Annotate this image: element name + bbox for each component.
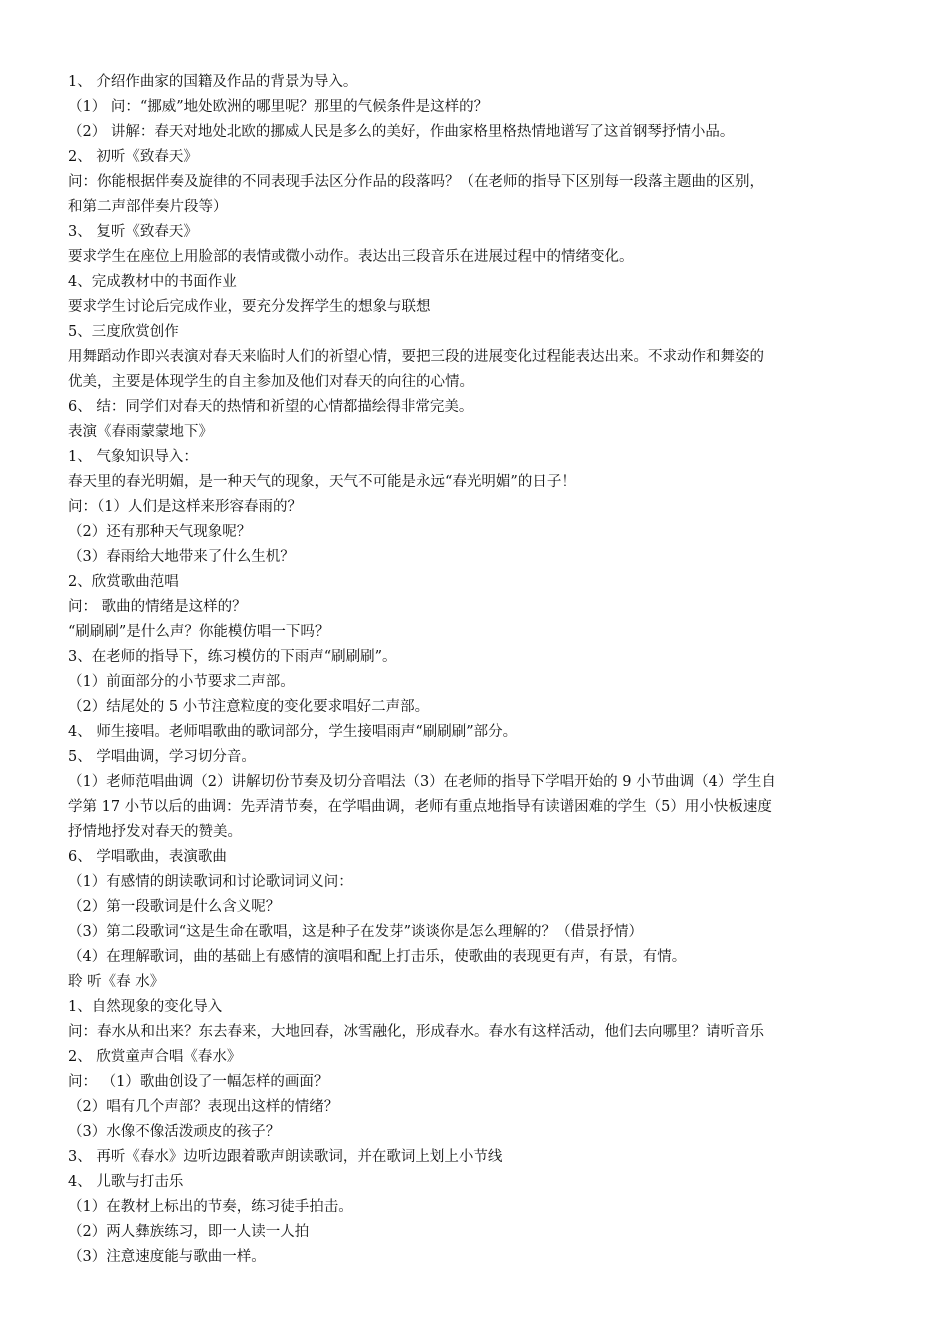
text-line: 优美，主要是体现学生的自主参加及他们对春天的向往的心情。 xyxy=(68,374,474,390)
text-line: （1） 问：“挪威”地处欧洲的哪里呢？那里的气候条件是这样的？ xyxy=(68,99,489,115)
text-line: 1、 气象知识导入： xyxy=(68,449,198,465)
text-line: 4、 师生接唱。老师唱歌曲的歌词部分，学生接唱雨声“刷刷刷”部分。 xyxy=(68,724,518,740)
text-line: （3）春雨给大地带来了什么生机？ xyxy=(68,549,295,565)
text-line: 问：春水从和出来？东去春来，大地回春，冰雪融化，形成春水。春水有这样活动，他们去向哪里？请听音乐 xyxy=(68,1024,764,1040)
text-line: 1、 介绍作曲家的国籍及作品的背景为导入。 xyxy=(68,74,358,90)
text-line: （1）老师范唱曲调（2）讲解切份节奏及切分音唱法（3）在老师的指导下学唱开始的 9 小节曲调（4）学生自 xyxy=(68,774,776,790)
text-line: 5、三度欣赏创作 xyxy=(68,324,179,340)
text-line: （1）在教材上标出的节奏，练习徒手拍击。 xyxy=(68,1199,353,1215)
text-line: （3）第二段歌词“这是生命在歌唱，这是种子在发芽”谈谈你是怎么理解的？（借景抒情） xyxy=(68,924,644,940)
text-line: （2）结尾处的 5 小节注意粒度的变化要求唱好二声部。 xyxy=(68,699,430,715)
text-line: 3、 再听《春水》边听边跟着歌声朗读歌词，并在歌词上划上小节线 xyxy=(68,1149,503,1165)
text-line: 3、 复听《致春天》 xyxy=(68,224,198,240)
text-line: 用舞蹈动作即兴表演对春天来临时人们的祈望心情，要把三段的进展变化过程能表达出来。不求动作和舞姿的 xyxy=(68,349,764,365)
text-line: 要求学生讨论后完成作业，要充分发挥学生的想象与联想 xyxy=(68,299,431,315)
text-line: （2） 讲解：春天对地处北欧的挪威人民是多么的美好，作曲家格里格热情地谱写了这首钢琴抒情小品。 xyxy=(68,124,735,140)
text-line: 2、欣赏歌曲范唱 xyxy=(68,574,179,590)
text-line: （3）水像不像活泼顽皮的孩子？ xyxy=(68,1124,281,1140)
text-line: （1）前面部分的小节要求二声部。 xyxy=(68,674,295,690)
text-line: 聆 听《春 水》 xyxy=(68,974,165,990)
text-line: 5、 学唱曲调，学习切分音。 xyxy=(68,749,256,765)
text-line: 4、完成教材中的书面作业 xyxy=(68,274,237,290)
text-line: 要求学生在座位上用脸部的表情或微小动作。表达出三段音乐在进展过程中的情绪变化。 xyxy=(68,249,634,265)
text-line: （3）注意速度能与歌曲一样。 xyxy=(68,1249,266,1265)
text-line: 3、在老师的指导下，练习模仿的下雨声“刷刷刷”。 xyxy=(68,649,397,665)
text-line: 4、 儿歌与打击乐 xyxy=(68,1174,184,1190)
text-line: 问：（1）人们是这样来形容春雨的？ xyxy=(68,499,302,515)
text-line: 2、 欣赏童声合唱《春水》 xyxy=(68,1049,242,1065)
text-line: 学第 17 小节以后的曲调：先弄清节奏，在学唱曲调，老师有重点地指导有读谱困难的学生（5）用小快板速度 xyxy=(68,799,772,815)
text-line: 2、 初听《致春天》 xyxy=(68,149,198,165)
text-line: （2）第一段歌词是什么含义呢？ xyxy=(68,899,281,915)
text-line: 6、 学唱歌曲，表演歌曲 xyxy=(68,849,227,865)
text-line: 春天里的春光明媚，是一种天气的现象，天气不可能是永远“春光明媚”的日子！ xyxy=(68,474,576,490)
text-line: （4）在理解歌词，曲的基础上有感情的演唱和配上打击乐，使歌曲的表现更有声，有景，有情。 xyxy=(68,949,687,965)
text-line: 问： （1）歌曲创设了一幅怎样的画面？ xyxy=(68,1074,329,1090)
text-line: 1、自然现象的变化导入 xyxy=(68,999,223,1015)
text-line: 问：你能根据伴奏及旋律的不同表现手法区分作品的段落吗？（在老师的指导下区别每一段落主题曲的区别， xyxy=(68,174,764,190)
text-line: 表演《春雨蒙蒙地下》 xyxy=(68,424,213,440)
text-line: （2）唱有几个声部？表现出这样的情绪？ xyxy=(68,1099,339,1115)
text-line: 和第二声部伴奏片段等） xyxy=(68,199,228,215)
text-line: “刷刷刷”是什么声？你能模仿唱一下吗？ xyxy=(68,624,330,640)
document-body xyxy=(68,70,888,1270)
text-line: （2）还有那种天气现象呢？ xyxy=(68,524,252,540)
text-line: 抒情地抒发对春天的赞美。 xyxy=(68,824,242,840)
text-line: 6、 结：同学们对春天的热情和祈望的心情都描绘得非常完美。 xyxy=(68,399,474,415)
text-line: 问： 歌曲的情绪是这样的？ xyxy=(68,599,247,615)
text-line: （2）两人彝族练习，即一人读一人拍 xyxy=(68,1224,310,1240)
text-line: （1）有感情的朗读歌词和讨论歌词词义问： xyxy=(68,874,353,890)
